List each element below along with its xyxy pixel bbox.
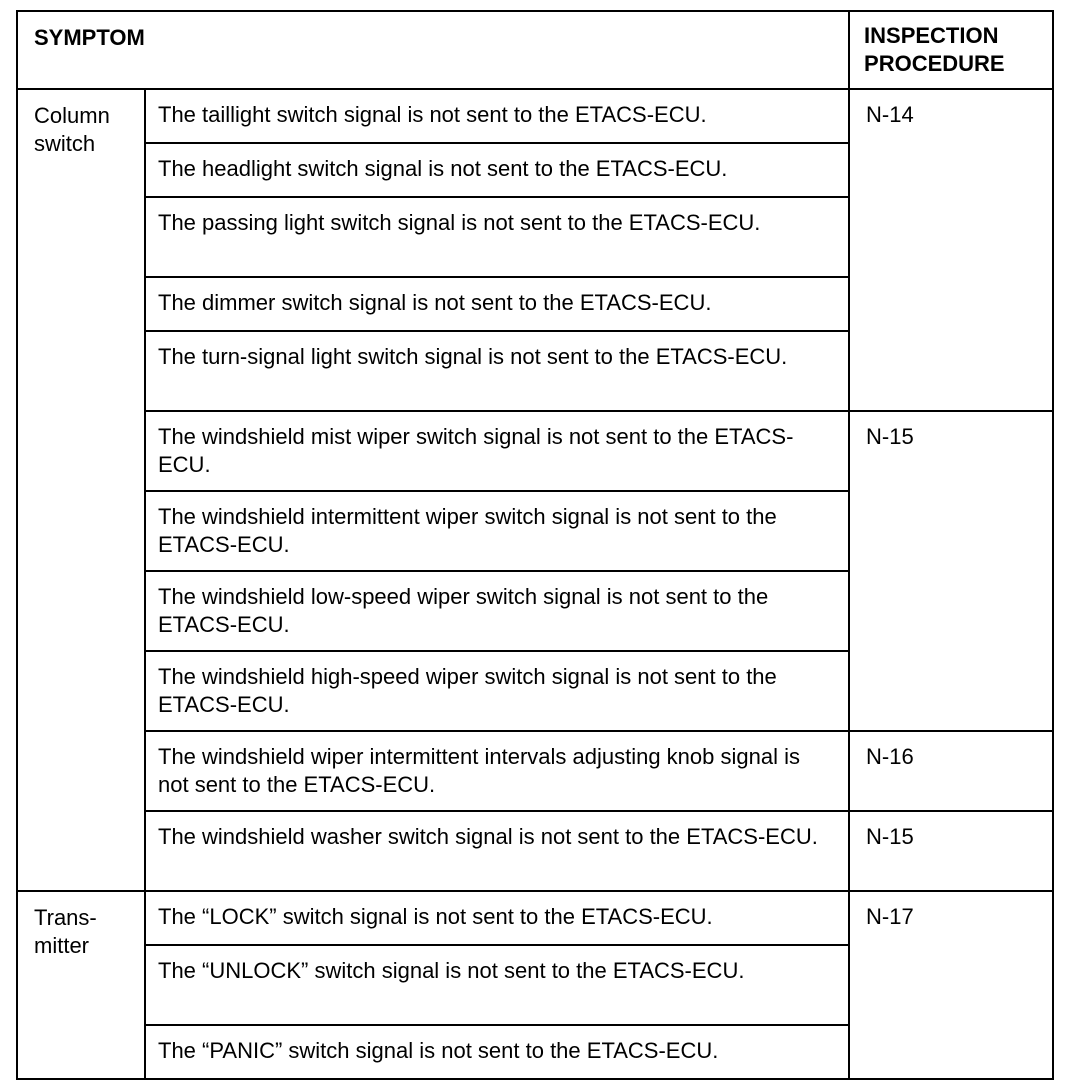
symptom-cell: The passing light switch signal is not sent to the ETACS-ECU. xyxy=(145,197,849,277)
procedure-cell: N-14 xyxy=(849,89,1053,411)
symptom-cell: The taillight switch signal is not sent to the ETACS-ECU. xyxy=(145,89,849,143)
procedure-cell: N-15 xyxy=(849,811,1053,891)
symptom-table xyxy=(16,10,1054,1080)
table-row xyxy=(17,411,1053,491)
inspection-procedure-header xyxy=(849,11,1053,89)
inspection-procedure-header-label: INSPECTION PROCEDURE xyxy=(864,23,1005,76)
symptom-cell: The turn-signal light switch signal is not sent to the ETACS-ECU. xyxy=(145,331,849,411)
procedure-cell: N-15 xyxy=(849,411,1053,731)
table-row xyxy=(17,811,1053,891)
symptom-cell: The windshield low-speed wiper switch signal is not sent to the ETACS-ECU. xyxy=(145,571,849,651)
symptom-header-label: SYMPTOM xyxy=(34,25,145,50)
symptom-header xyxy=(17,11,849,89)
table-row xyxy=(17,731,1053,811)
symptom-cell: The dimmer switch signal is not sent to the ETACS-ECU. xyxy=(145,277,849,331)
group-label-column-switch: Column switch xyxy=(17,89,145,891)
table-row xyxy=(17,89,1053,143)
symptom-cell: The windshield mist wiper switch signal is not sent to the ETACS-ECU. xyxy=(145,411,849,491)
procedure-cell: N-17 xyxy=(849,891,1053,1079)
symptom-cell: The “LOCK” switch signal is not sent to the ETACS-ECU. xyxy=(145,891,849,945)
symptom-cell: The windshield intermittent wiper switch signal is not sent to the ETACS-ECU. xyxy=(145,491,849,571)
symptom-cell: The windshield washer switch signal is not sent to the ETACS-ECU. xyxy=(145,811,849,891)
table-row xyxy=(17,891,1053,945)
procedure-cell: N-16 xyxy=(849,731,1053,811)
symptom-cell: The headlight switch signal is not sent to the ETACS-ECU. xyxy=(145,143,849,197)
symptom-cell: The “PANIC” switch signal is not sent to the ETACS-ECU. xyxy=(145,1025,849,1079)
symptom-cell: The windshield wiper intermittent intervals adjusting knob signal is not sent to the ETACS-ECU. xyxy=(145,731,849,811)
symptom-chart xyxy=(16,10,1052,1076)
group-label-transmitter: Trans- mitter xyxy=(17,891,145,1079)
symptom-cell: The “UNLOCK” switch signal is not sent to the ETACS-ECU. xyxy=(145,945,849,1025)
table-header-row xyxy=(17,11,1053,89)
symptom-cell: The windshield high-speed wiper switch signal is not sent to the ETACS-ECU. xyxy=(145,651,849,731)
